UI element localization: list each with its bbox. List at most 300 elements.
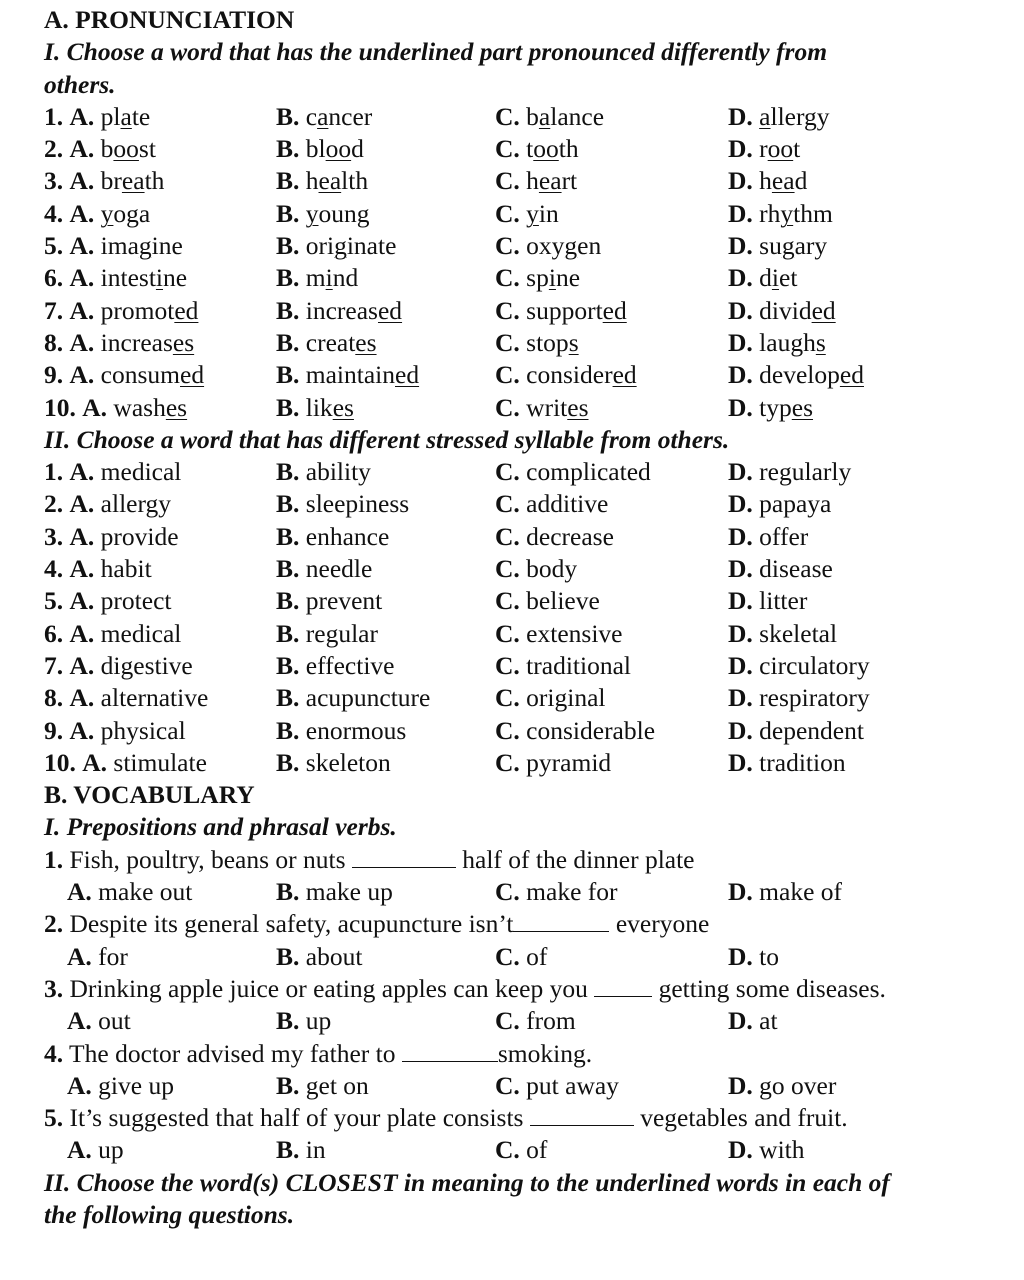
option-word: extensive (526, 618, 623, 648)
answer-option (44, 682, 276, 714)
word-start: ima (100, 231, 139, 261)
word-start: intest (100, 263, 156, 293)
answer-option (44, 456, 276, 488)
stress-question (44, 650, 1024, 682)
answer-option (67, 1005, 276, 1037)
option-letter: A. (69, 360, 95, 390)
answer-option (276, 876, 495, 908)
option-letter: A. (69, 586, 95, 616)
option-word: litter (759, 586, 808, 616)
pronunciation-instruction-line1: I. Choose a word that has the underlined part pronounced differently from (44, 37, 828, 67)
answer-option (276, 198, 495, 230)
word-start: support (526, 295, 603, 325)
pronunciation-question (44, 198, 1024, 230)
question-number: 2. (44, 909, 64, 939)
underlined-part: g (781, 231, 795, 261)
option-word: prevent (305, 586, 383, 616)
option-word: papaya (759, 489, 832, 519)
question-number: 4. (44, 198, 64, 228)
answer-option (495, 876, 728, 908)
option-letter: C. (495, 295, 520, 325)
option-word: offer (759, 521, 809, 551)
underlined-part: i (325, 263, 333, 293)
answer-option (495, 198, 728, 230)
underlined-part: y (780, 198, 794, 228)
option-letter: A. (67, 877, 92, 907)
stress-question (44, 747, 1024, 779)
option-letter: B. (276, 1006, 300, 1036)
option-word: dependent (759, 715, 864, 745)
word-start: br (100, 166, 122, 196)
option-letter: C. (495, 166, 520, 196)
option-letter: C. (495, 715, 520, 745)
answer-option (728, 1070, 836, 1102)
option-letter: D. (728, 877, 753, 907)
stress-question (44, 553, 1024, 585)
option-letter: B. (276, 877, 300, 907)
stem-after-blank: vegetables and fruit. (633, 1103, 848, 1133)
stem-before-blank: The doctor advised my father to (69, 1038, 402, 1068)
word-start: promot (100, 295, 175, 325)
word-start: b (526, 101, 539, 131)
answer-option (276, 585, 495, 617)
option-letter: B. (276, 489, 300, 519)
answer-option (44, 618, 276, 650)
underlined-part: ed (839, 360, 864, 390)
underlined-part: a (317, 101, 329, 131)
option-letter: B. (276, 683, 300, 713)
word-end: th (558, 134, 579, 164)
question-number: 1. (44, 457, 64, 487)
answer-option (728, 682, 870, 714)
word-end: d (794, 166, 808, 196)
option-word: additive (526, 489, 609, 519)
option-letter: C. (495, 941, 520, 971)
answer-option (44, 327, 276, 359)
option-letter: C. (495, 327, 520, 357)
question-number: 3. (44, 973, 64, 1003)
question-number: 3. (44, 166, 64, 196)
answer-option (276, 553, 495, 585)
option-letter: D. (728, 941, 753, 971)
stem-after-blank: everyone (609, 909, 710, 939)
option-word: original (526, 683, 606, 713)
vocab-options-row (44, 941, 1024, 973)
option-letter: C. (495, 457, 520, 487)
answer-option (495, 230, 728, 262)
underlined-part: i (771, 263, 780, 293)
stress-question (44, 618, 1024, 650)
option-word: make up (305, 877, 393, 907)
option-word: medical (100, 457, 182, 487)
option-word: of (526, 1135, 548, 1165)
option-letter: C. (495, 618, 520, 648)
word-start: increas (100, 327, 173, 357)
answer-option (495, 1005, 728, 1037)
option-word: circulatory (759, 650, 870, 680)
option-letter: D. (728, 1070, 753, 1100)
word-start: d (759, 263, 772, 293)
option-letter: A. (69, 683, 95, 713)
answer-option (44, 262, 276, 294)
pronunciation-question (44, 133, 1024, 165)
option-letter: B. (276, 941, 300, 971)
pronunciation-question (44, 295, 1024, 327)
underlined-part: a (759, 101, 771, 131)
option-letter: B. (276, 231, 300, 261)
answer-option (495, 650, 728, 682)
underlined-part: ed (612, 360, 637, 390)
option-letter: B. (276, 263, 300, 293)
option-letter: C. (495, 263, 520, 293)
option-letter: B. (276, 618, 300, 648)
word-end: llergy (770, 101, 830, 131)
option-letter: D. (728, 683, 753, 713)
word-start: increas (305, 295, 378, 325)
option-letter: C. (495, 877, 520, 907)
option-letter: A. (69, 101, 95, 131)
answer-option (495, 392, 728, 424)
underlined-part: a (120, 101, 132, 131)
option-word: tradition (759, 747, 846, 777)
answer-option (276, 650, 495, 682)
word-start: oxy (526, 231, 565, 261)
answer-option (44, 747, 276, 779)
underlined-part: y (100, 198, 114, 228)
answer-option (276, 747, 495, 779)
option-word: give up (98, 1070, 174, 1100)
option-word: traditional (526, 650, 631, 680)
answer-option (276, 165, 495, 197)
word-start: wash (113, 392, 166, 422)
option-letter: D. (728, 747, 753, 777)
section-b-heading: B. VOCABULARY (44, 780, 255, 810)
answer-option (44, 230, 276, 262)
option-letter: A. (69, 295, 95, 325)
option-word: needle (305, 554, 373, 584)
option-word: believe (526, 586, 600, 616)
option-letter: D. (728, 231, 753, 261)
question-number: 3. (44, 521, 64, 551)
word-end: nd (332, 263, 359, 293)
underlined-part: y (526, 198, 539, 228)
word-end: d (351, 134, 364, 164)
answer-option (44, 165, 276, 197)
question-number: 1. (44, 101, 64, 131)
underlined-part: es (165, 392, 188, 422)
word-start: t (526, 134, 534, 164)
word-start: consum (100, 360, 180, 390)
answer-blank (594, 976, 652, 997)
option-letter: C. (495, 198, 520, 228)
question-number: 7. (44, 295, 64, 325)
word-start: b (100, 134, 114, 164)
option-letter: D. (728, 263, 753, 293)
answer-option (728, 1005, 778, 1037)
underlined-part: ed (395, 360, 420, 390)
option-word: alternative (100, 683, 209, 713)
answer-option (495, 133, 728, 165)
underlined-part: ed (811, 295, 836, 325)
answer-option (728, 553, 833, 585)
question-number: 1. (44, 844, 64, 874)
answer-option (276, 682, 495, 714)
underlined-part: y (305, 198, 319, 228)
word-start: r (759, 134, 768, 164)
underlined-part: i (155, 263, 164, 293)
answer-option (728, 133, 800, 165)
option-letter: B. (276, 166, 300, 196)
answer-option (728, 1134, 805, 1166)
answer-option (276, 101, 495, 133)
word-end: lth (341, 166, 369, 196)
prepositions-question-list (44, 844, 1024, 1167)
answer-option (495, 262, 728, 294)
option-word: protect (100, 586, 172, 616)
answer-option (728, 715, 864, 747)
vocab-question-stem (44, 844, 1024, 876)
answer-option (44, 585, 276, 617)
option-letter: C. (495, 1070, 520, 1100)
stress-question (44, 682, 1024, 714)
option-letter: D. (728, 392, 753, 422)
option-letter: C. (495, 1135, 520, 1165)
vocab-question-stem (44, 1038, 1024, 1070)
answer-option (495, 715, 728, 747)
underlined-part: ea (771, 166, 795, 196)
option-word: body (526, 554, 578, 584)
option-word: decrease (526, 521, 614, 551)
option-letter: B. (276, 101, 300, 131)
answer-option (276, 941, 495, 973)
pronunciation-instruction-line2: others. (44, 69, 116, 99)
vocab-question-stem (44, 973, 1024, 1005)
stem-after-blank: half of the dinner plate (455, 844, 695, 874)
answer-option (728, 262, 797, 294)
word-end: te (131, 101, 151, 131)
option-letter: B. (276, 586, 300, 616)
option-word: regularly (759, 457, 852, 487)
option-letter: B. (276, 521, 300, 551)
option-word: stimulate (113, 747, 207, 777)
pronunciation-question (44, 165, 1024, 197)
word-start: maintain (305, 360, 395, 390)
word-start: h (759, 166, 772, 196)
pronunciation-question (44, 101, 1024, 133)
answer-blank (513, 911, 609, 932)
answer-option (495, 1070, 728, 1102)
closest-meaning-instruction-line2: the following questions. (44, 1199, 295, 1229)
underlined-part: ea (318, 166, 342, 196)
option-letter: D. (728, 489, 753, 519)
answer-option (728, 618, 837, 650)
answer-option (276, 230, 495, 262)
stem-before-blank: Fish, poultry, beans or nuts (69, 844, 352, 874)
vocab-options-row (44, 1005, 1024, 1037)
option-word: make out (98, 877, 193, 907)
answer-option (495, 618, 728, 650)
option-word: effective (305, 650, 395, 680)
word-end: oga (113, 198, 151, 228)
option-word: at (759, 1006, 778, 1036)
underlined-part: es (355, 327, 377, 357)
option-letter: B. (276, 457, 300, 487)
underlined-part: s (815, 327, 826, 357)
closest-meaning-instruction-line1: II. Choose the word(s) CLOSEST in meaning to the underlined words in each of (44, 1167, 890, 1197)
option-letter: B. (276, 715, 300, 745)
option-word: up (305, 1006, 332, 1036)
option-letter: A. (67, 941, 92, 971)
pronunciation-question (44, 327, 1024, 359)
stress-question-list (44, 456, 1024, 779)
vocab-question-stem (44, 908, 1024, 940)
question-number: 2. (44, 489, 64, 519)
stem-before-blank: Drinking apple juice or eating apples can keep you (69, 973, 595, 1003)
option-word: about (305, 941, 363, 971)
stress-question (44, 585, 1024, 617)
option-letter: D. (728, 166, 753, 196)
answer-option (495, 941, 728, 973)
option-letter: A. (69, 618, 95, 648)
question-number: 2. (44, 134, 64, 164)
option-letter: B. (276, 295, 300, 325)
word-start: pl (100, 101, 121, 131)
word-start: creat (305, 327, 356, 357)
word-end: en (577, 231, 602, 261)
word-end: ne (555, 263, 581, 293)
answer-option (728, 747, 846, 779)
word-end: et (779, 263, 798, 293)
option-letter: C. (495, 231, 520, 261)
option-letter: C. (495, 101, 520, 131)
word-start: stop (526, 327, 569, 357)
word-start: sp (526, 263, 549, 293)
answer-option (44, 198, 276, 230)
question-number: 8. (44, 683, 64, 713)
word-start: lik (305, 392, 333, 422)
answer-option (728, 941, 779, 973)
answer-option (276, 262, 495, 294)
option-letter: A. (69, 263, 95, 293)
answer-option (276, 1005, 495, 1037)
stress-instruction: II. Choose a word that has different stressed syllable from others. (44, 424, 730, 454)
word-end: lance (550, 101, 605, 131)
option-word: make for (526, 877, 618, 907)
word-start: c (305, 101, 318, 131)
option-letter: A. (82, 747, 108, 777)
answer-option (44, 392, 276, 424)
option-letter: D. (728, 134, 753, 164)
stem-before-blank: Despite its general safety, acupuncture isn’t (69, 909, 514, 939)
option-letter: C. (495, 683, 520, 713)
option-letter: B. (276, 198, 300, 228)
question-number: 8. (44, 327, 64, 357)
option-letter: A. (69, 554, 95, 584)
answer-option (495, 585, 728, 617)
stress-question (44, 488, 1024, 520)
underlined-part: g (334, 231, 347, 261)
answer-option (495, 488, 728, 520)
answer-option (276, 392, 495, 424)
option-word: skeletal (759, 618, 838, 648)
option-letter: A. (67, 1006, 92, 1036)
option-letter: A. (69, 457, 95, 487)
answer-option (728, 650, 870, 682)
option-letter: B. (276, 650, 300, 680)
pronunciation-question (44, 262, 1024, 294)
answer-option (276, 618, 495, 650)
answer-option (495, 1134, 728, 1166)
answer-option (495, 747, 728, 779)
underlined-part: i (548, 263, 556, 293)
answer-option (44, 488, 276, 520)
word-end: t (793, 134, 801, 164)
option-word: respiratory (759, 683, 870, 713)
option-word: sleepiness (305, 489, 410, 519)
underlined-part: es (791, 392, 814, 422)
underlined-part: g (138, 231, 152, 261)
question-number: 9. (44, 715, 64, 745)
underlined-part: ed (377, 295, 403, 325)
option-letter: D. (728, 198, 753, 228)
answer-option (44, 133, 276, 165)
answer-option (728, 876, 842, 908)
answer-option (495, 553, 728, 585)
option-letter: C. (495, 521, 520, 551)
answer-option (728, 230, 827, 262)
answer-option (276, 715, 495, 747)
answer-option (728, 456, 851, 488)
option-word: go over (759, 1070, 837, 1100)
option-word: in (305, 1135, 326, 1165)
word-end: rt (561, 166, 578, 196)
answer-option (728, 198, 833, 230)
option-letter: A. (69, 134, 95, 164)
word-end: st (138, 134, 156, 164)
underlined-part: oo (113, 134, 139, 164)
pronunciation-question-list (44, 101, 1024, 424)
option-word: disease (759, 554, 833, 584)
underlined-part: oo (325, 134, 352, 164)
option-word: medical (100, 618, 182, 648)
question-number: 9. (44, 360, 64, 390)
answer-blank (402, 1041, 498, 1062)
stress-question (44, 715, 1024, 747)
option-letter: D. (728, 360, 753, 390)
answer-option (728, 488, 831, 520)
word-start: typ (759, 392, 792, 422)
answer-option (728, 165, 807, 197)
option-word: pyramid (526, 747, 612, 777)
question-number: 7. (44, 650, 64, 680)
question-number: 6. (44, 263, 64, 293)
option-word: considerable (526, 715, 656, 745)
underlined-part: ed (174, 295, 199, 325)
underlined-part: es (332, 392, 354, 422)
option-word: complicated (526, 457, 651, 487)
option-letter: B. (276, 360, 300, 390)
option-word: to (759, 941, 780, 971)
question-number: 4. (44, 1038, 64, 1068)
option-word: for (98, 941, 128, 971)
option-letter: C. (495, 392, 520, 422)
option-word: skeleton (305, 747, 391, 777)
option-letter: A. (69, 521, 95, 551)
option-letter: A. (69, 489, 95, 519)
answer-blank (352, 847, 456, 868)
answer-option (276, 1070, 495, 1102)
question-number: 10. (44, 392, 76, 422)
